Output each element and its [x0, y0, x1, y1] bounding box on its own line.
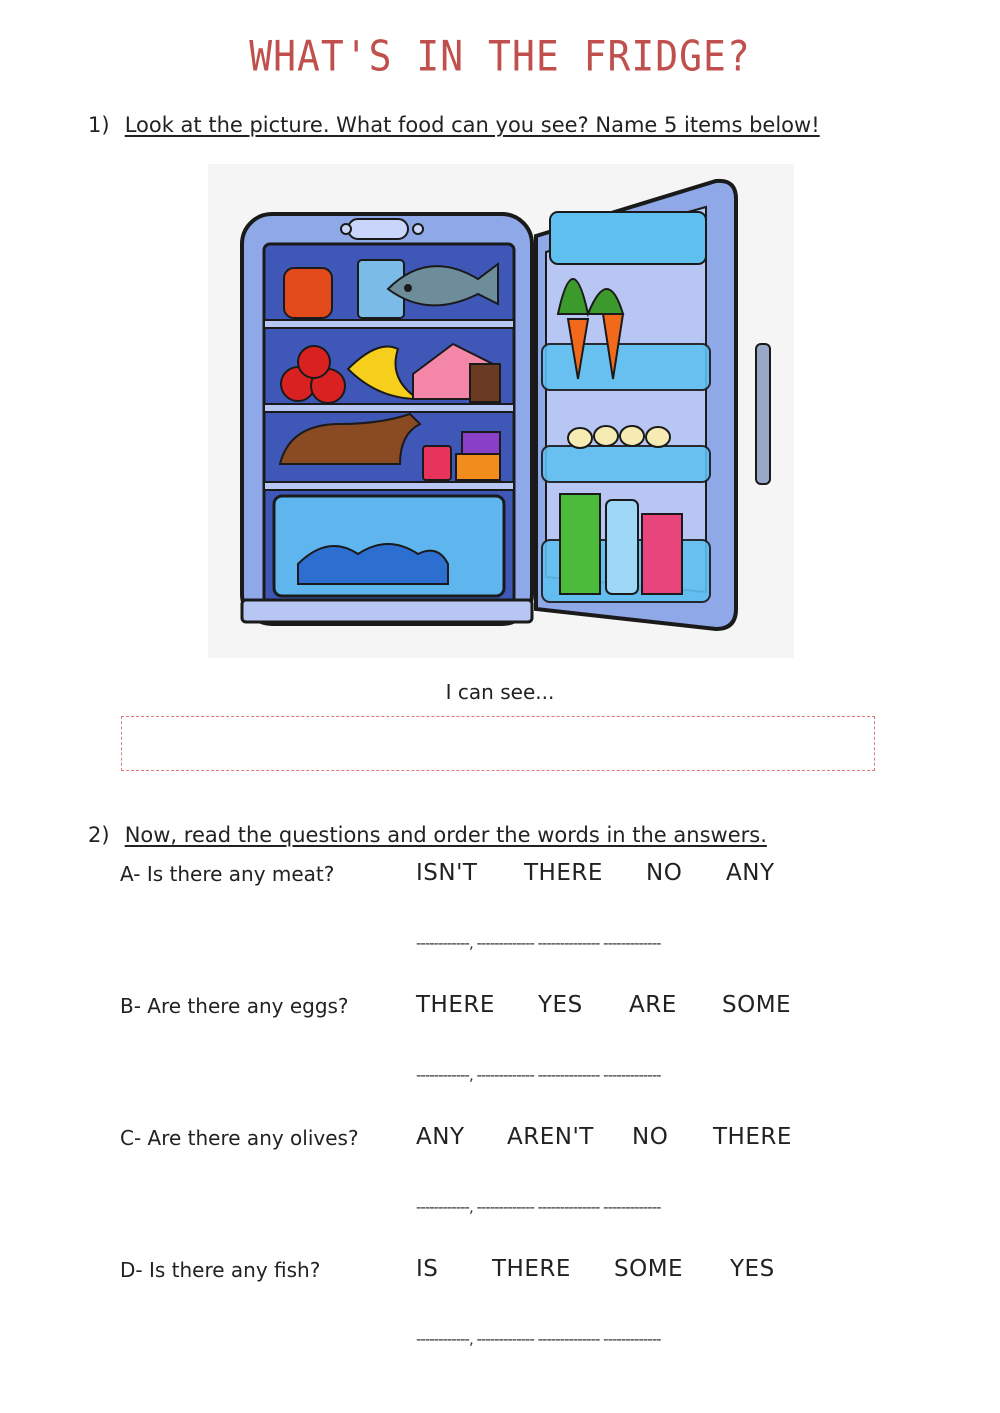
- fridge-icon: [208, 164, 794, 658]
- i-can-see-label: I can see...: [445, 680, 555, 704]
- word: THERE: [524, 860, 603, 886]
- word: NO: [646, 860, 683, 886]
- answer-box[interactable]: [121, 716, 875, 771]
- word: ANY: [416, 1124, 465, 1150]
- question-d: D- Is there any fish?: [120, 1258, 321, 1282]
- word: ARE: [629, 992, 677, 1018]
- fridge-illustration: [208, 164, 794, 658]
- word: YES: [730, 1256, 775, 1282]
- question-b: B- Are there any eggs?: [120, 994, 349, 1018]
- question-2-text: Now, read the questions and order the words in the answers.: [124, 823, 767, 847]
- word: AREN'T: [507, 1124, 594, 1150]
- question-2-number: 2): [88, 823, 110, 847]
- question-a: A- Is there any meat?: [120, 862, 335, 886]
- word: THERE: [713, 1124, 792, 1150]
- word: SOME: [614, 1256, 684, 1282]
- question-c: C- Are there any olives?: [120, 1126, 359, 1150]
- word: THERE: [492, 1256, 571, 1282]
- word: IS: [416, 1256, 439, 1282]
- word: ANY: [726, 860, 775, 886]
- blank-answer-a[interactable]: ------------, ------------- -------------- -------------: [416, 934, 661, 952]
- page-title: WHAT'S IN THE FRIDGE?: [249, 31, 751, 81]
- question-1-text: Look at the picture. What food can you see? Name 5 items below!: [124, 113, 820, 137]
- word: SOME: [722, 992, 792, 1018]
- blank-answer-d[interactable]: ------------, ------------- -------------- -------------: [416, 1330, 661, 1348]
- word: ISN'T: [416, 860, 478, 886]
- word: THERE: [416, 992, 495, 1018]
- question-2: [88, 823, 767, 847]
- blank-answer-b[interactable]: ------------, ------------- -------------- -------------: [416, 1066, 661, 1084]
- question-1: [88, 113, 820, 137]
- question-1-number: 1): [88, 113, 110, 137]
- word: NO: [632, 1124, 669, 1150]
- blank-answer-c[interactable]: ------------, ------------- -------------- -------------: [416, 1198, 661, 1216]
- word: YES: [538, 992, 583, 1018]
